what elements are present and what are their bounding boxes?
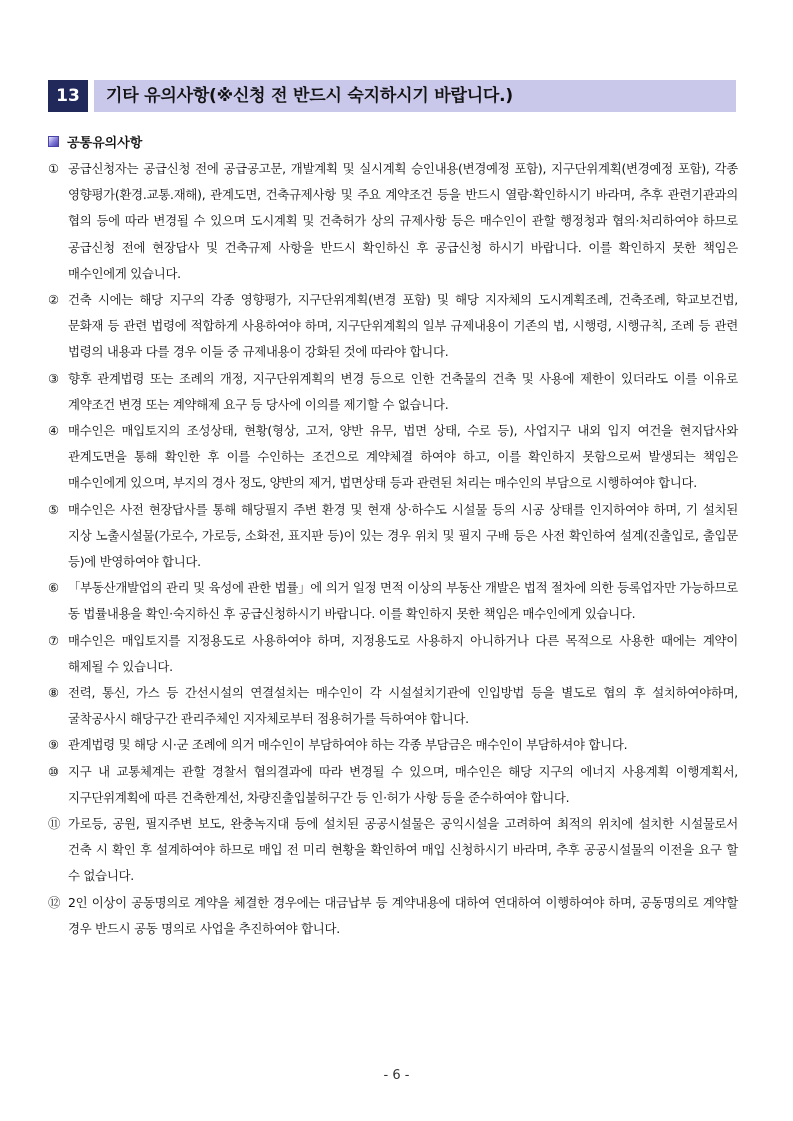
item-text: 전력, 통신, 가스 등 간선시설의 연결설치는 매수인이 각 시설설치기관에 인입방법 등을 별도로 협의 후 설치하여야하며, 굴착공사시 해당구간 관리주체인 지자체로부터 점용허가를 득하여야 합니다. <box>68 685 738 727</box>
section-number: 13 <box>48 80 88 112</box>
notice-item <box>48 156 738 287</box>
notice-item <box>48 287 738 366</box>
item-number: ⑩ <box>48 763 59 779</box>
item-number: ⑪ <box>48 816 61 832</box>
item-number: ⑥ <box>48 580 59 596</box>
notice-item <box>48 811 738 890</box>
section-header <box>48 80 736 112</box>
item-number: ⑫ <box>48 894 61 910</box>
notice-item <box>48 890 738 942</box>
subheading <box>48 131 142 151</box>
item-text: 관계법령 및 해당 시·군 조례에 의거 매수인이 부담하여야 하는 각종 부담금은 매수인이 부담하셔야 합니다. <box>68 737 628 753</box>
item-text: 지구 내 교통체계는 관할 경찰서 협의결과에 따라 변경될 수 있으며, 매수인은 해당 지구의 에너지 사용계획 이행계획서, 지구단위계획에 따른 건축한계선, 차량진출입불허구간 등 인·허가 사항 등을 준수하여야 합니다. <box>68 763 738 805</box>
item-text: 매수인은 사전 현장답사를 통해 해당필지 주변 환경 및 현재 상·하수도 시설물 등의 시공 상태를 인지하여야 하며, 기 설치된 지상 노출시설물(가로수, 가로등, 소화전, 표지판 등)이 있는 경우 위치 및 필지 구배 등은 사전 확인하여 설계(진출입로, 출입문 등)에 반영하여야 합니다. <box>68 501 738 570</box>
item-text: 매수인은 매입토지의 조성상태, 현황(형상, 고저, 양반 유무, 법면 상태, 수로 등), 사업지구 내외 입지 여건을 현지답사와 관계도면을 통해 확인한 후 이를 수인하는 조건으로 계약체결 하여야 하고, 이를 확인하지 못함으로써 발생되는 책임은 매수인에게 있으며, 부지의 경사 정도, 양반의 제거, 법면상태 등과 관련된 처리는 매수인의 부담으로 시행하여야 합니다. <box>68 423 738 491</box>
item-number: ⑧ <box>48 685 59 701</box>
item-number: ④ <box>48 423 59 439</box>
notice-item <box>48 575 738 627</box>
item-text: 매수인은 매입토지를 지정용도로 사용하여야 하며, 지정용도로 사용하지 아니하거나 다른 목적으로 사용한 때에는 계약이 해제될 수 있습니다. <box>68 632 738 674</box>
item-number: ⑨ <box>48 737 59 753</box>
page-number: - 6 - <box>383 1068 410 1083</box>
notice-item <box>48 418 738 497</box>
item-number: ⑤ <box>48 501 59 517</box>
item-number: ① <box>48 161 59 176</box>
item-number: ⑦ <box>48 632 59 648</box>
section-title: 기타 유의사항(※신청 전 반드시 숙지하시기 바랍니다.) <box>94 80 736 112</box>
item-text: 「부동산개발업의 관리 및 육성에 관한 법률」에 의거 일정 면적 이상의 부동산 개발은 법적 절차에 의한 등록업자만 가능하므로 동 법률내용을 확인·숙지하신 후 공급신청하시기 바랍니다. 이를 확인하지 못한 책임은 매수인에게 있습니다. <box>68 580 738 622</box>
notice-item <box>48 732 738 758</box>
notice-item <box>48 628 738 680</box>
item-number: ② <box>48 292 59 308</box>
notice-list <box>48 156 738 942</box>
notice-item <box>48 759 738 811</box>
subheading-label: 공통유의사항 <box>67 135 143 151</box>
item-text: 건축 시에는 해당 지구의 각종 영향평가, 지구단위계획(변경 포함) 및 해당 지자체의 도시계획조례, 건축조례, 학교보건법, 문화재 등 관련 법령에 적합하게 사용하여야 하며, 지구단위계획의 일부 규제내용이 기존의 법, 시행령, 시행규칙, 조례 등 관련 법령의 내용과 다를 경우 이들 중 규제내용이 강화된 것에 따라야 합니다. <box>68 292 738 360</box>
item-text: 가로등, 공원, 필지주변 보도, 완충녹지대 등에 설치된 공공시설물은 공익시설을 고려하여 최적의 위치에 설치한 시설물로서 건축 시 확인 후 설계하여야 하므로 매입 전 미리 현황을 확인하여 매입 신청하시기 바라며, 추후 공공시설물의 이전을 요구 할 수 없습니다. <box>68 816 738 884</box>
notice-item <box>48 497 738 576</box>
item-text: 공급신청자는 공급신청 전에 공급공고문, 개발계획 및 실시계획 승인내용(변경예정 포함), 지구단위계획(변경예정 포함), 각종 영향평가(환경.교통.재해), 관계도면, 건축규제사항 및 주요 계약조건 등을 반드시 열람·확인하시기 바라며, 추후 관련기관과의 협의 등에 따라 변경될 수 있으며 도시계획 및 건축허가 상의 규제사항 등은 매수인이 관할 행정청과 협의·처리하여야 하므로 공급신청 전에 현장답사 및 건축규제 사항을 반드시 확인하신 후 공급신청 하시기 바랍니다. 이를 확인하지 못한 책임은 매수인에게 있습니다. <box>68 161 738 281</box>
notice-item <box>48 366 738 418</box>
item-number: ③ <box>48 370 59 386</box>
square-bullet-icon <box>48 136 59 147</box>
notice-item <box>48 680 738 732</box>
item-text: 향후 관계법령 또는 조례의 개정, 지구단위계획의 변경 등으로 인한 건축물의 건축 및 사용에 제한이 있더라도 이를 이유로 계약조건 변경 또는 계약해제 요구 등 당사에 이의를 제기할 수 없습니다. <box>68 370 738 412</box>
item-text: 2인 이상이 공동명의로 계약을 체결한 경우에는 대금납부 등 계약내용에 대하여 연대하여 이행하여야 하며, 공동명의로 계약할 경우 반드시 공동 명의로 사업을 추진하여야 합니다. <box>68 894 738 936</box>
